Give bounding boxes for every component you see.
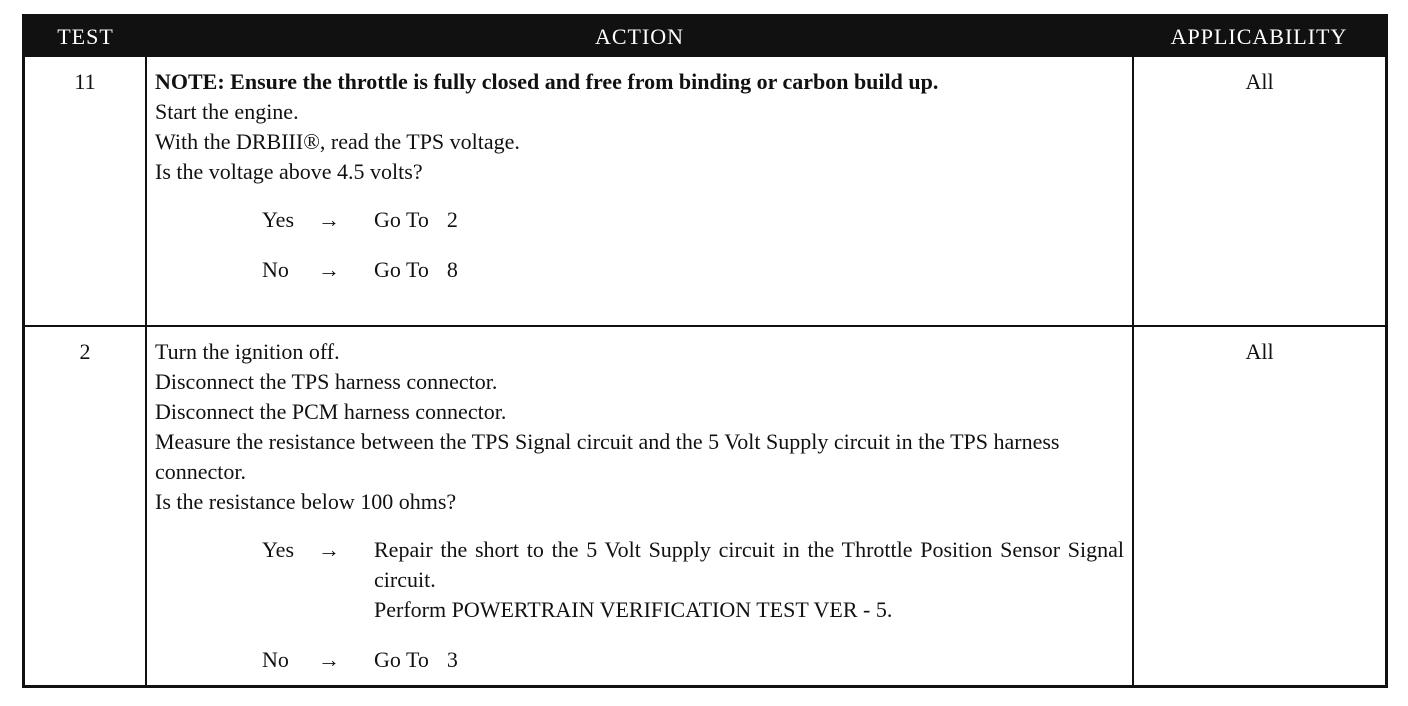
diagnostic-table xyxy=(25,17,1385,685)
action-cell xyxy=(146,57,1133,326)
table-header-row xyxy=(25,17,1385,57)
yes-label: Yes xyxy=(262,207,295,232)
arrow-icon: → xyxy=(318,537,340,562)
goto-label: Go To xyxy=(374,647,429,672)
goto-target: 8 xyxy=(446,257,458,282)
step-text: Disconnect the PCM harness connector. xyxy=(155,399,507,424)
applicability-value: All xyxy=(1133,57,1385,326)
goto-target: 3 xyxy=(446,647,458,672)
answer-yes xyxy=(262,535,1124,625)
action-cell xyxy=(146,326,1133,685)
question-text: Is the resistance below 100 ohms? xyxy=(155,489,457,514)
goto-instruction xyxy=(374,255,1124,285)
question-text: Is the voltage above 4.5 volts? xyxy=(155,159,423,184)
header-applicability: APPLICABILITY xyxy=(1133,17,1385,57)
answer-yes xyxy=(262,205,1124,235)
answer-block xyxy=(262,205,1124,285)
step-text: Start the engine. xyxy=(155,99,299,124)
step-text: Disconnect the TPS harness connector. xyxy=(155,369,498,394)
no-label: No xyxy=(262,647,289,672)
goto-label: Go To xyxy=(374,207,429,232)
applicability-value: All xyxy=(1245,339,1274,364)
arrow-icon: → xyxy=(318,207,340,232)
diagnostic-table-frame xyxy=(22,14,1388,688)
step-text: Turn the ignition off. xyxy=(155,339,340,364)
header-test: TEST xyxy=(25,17,146,57)
note-text: NOTE: Ensure the throttle is fully closed and free from binding or carbon build up. xyxy=(155,69,939,94)
goto-instruction xyxy=(374,645,1124,675)
goto-label: Go To xyxy=(374,257,429,282)
goto-instruction xyxy=(374,205,1124,235)
test-number: 2 xyxy=(25,326,146,685)
arrow-icon: → xyxy=(318,647,340,672)
arrow-icon: → xyxy=(318,257,340,282)
step-text: Measure the resistance between the TPS Signal circuit and the 5 Volt Supply circuit in the TPS harness connector. xyxy=(155,429,1060,484)
verification-text: Perform POWERTRAIN VERIFICATION TEST VER - 5. xyxy=(374,597,893,622)
table-row xyxy=(25,326,1385,685)
header-action: ACTION xyxy=(146,17,1133,57)
goto-target: 2 xyxy=(446,207,458,232)
test-number: 11 xyxy=(25,57,146,326)
answer-no xyxy=(262,255,1124,285)
repair-instruction xyxy=(374,535,1124,625)
no-label: No xyxy=(262,257,289,282)
answer-block xyxy=(262,535,1124,675)
repair-text: Repair the short to the 5 Volt Supply circuit in the Throttle Position Sensor Signal circuit. xyxy=(374,537,1124,592)
step-text: With the DRBIII®, read the TPS voltage. xyxy=(155,129,520,154)
table-row xyxy=(25,57,1385,326)
answer-no xyxy=(262,645,1124,675)
yes-label: Yes xyxy=(262,537,295,562)
